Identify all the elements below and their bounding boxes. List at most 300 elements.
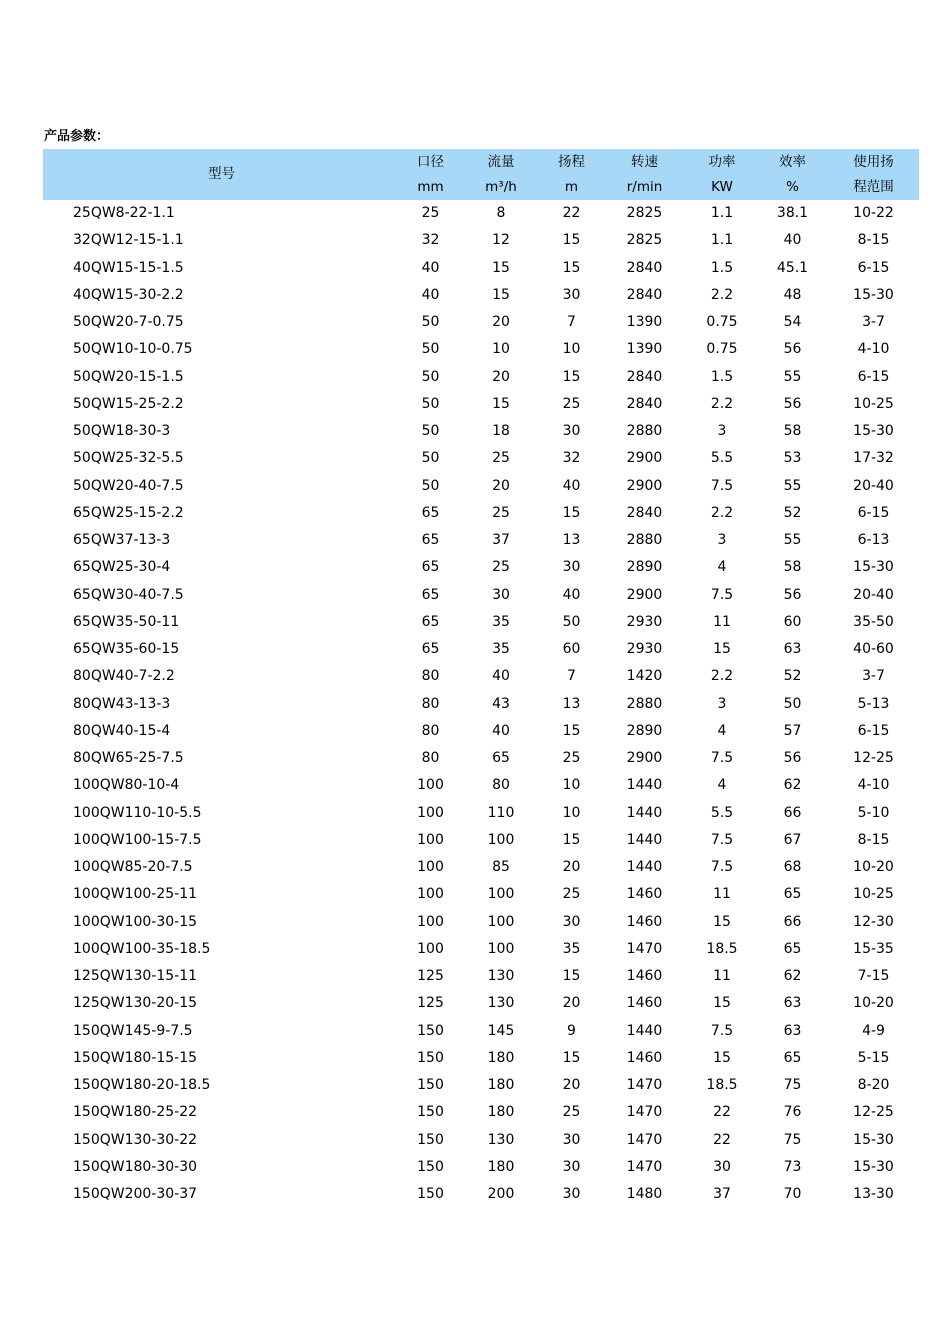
cell-efficiency: 38.1 bbox=[776, 205, 809, 222]
cell-head: 30 bbox=[562, 423, 581, 440]
cell-power: 1.5 bbox=[710, 259, 734, 276]
cell-diameter: 100 bbox=[417, 913, 444, 930]
cell-flow: 145 bbox=[487, 1022, 515, 1039]
cell-flow: 20 bbox=[492, 477, 510, 494]
table-header-row bbox=[43, 149, 919, 200]
cell-model: 50QW15-25-2.2 bbox=[73, 395, 184, 412]
cell-head-range: 40-60 bbox=[853, 641, 894, 658]
cell-head: 9 bbox=[567, 1022, 576, 1039]
header-model: 型号 bbox=[43, 149, 400, 200]
cell-power: 7.5 bbox=[710, 831, 734, 848]
cell-head-range: 6-15 bbox=[857, 259, 890, 276]
table-row bbox=[43, 309, 919, 336]
cell-head: 30 bbox=[562, 1131, 581, 1148]
cell-model: 65QW37-13-3 bbox=[73, 532, 171, 549]
table-row bbox=[43, 1072, 919, 1099]
cell-model: 25QW8-22-1.1 bbox=[73, 205, 175, 222]
cell-flow: 85 bbox=[492, 859, 510, 876]
product-parameters-table bbox=[43, 149, 919, 1208]
cell-head: 30 bbox=[562, 913, 581, 930]
cell-diameter: 150 bbox=[417, 1158, 444, 1175]
cell-efficiency: 70 bbox=[783, 1186, 802, 1203]
cell-head-range: 20-40 bbox=[853, 586, 894, 603]
cell-speed: 1460 bbox=[626, 1049, 663, 1066]
cell-head-range: 5-13 bbox=[857, 695, 890, 712]
cell-head-range: 10-25 bbox=[853, 886, 894, 903]
cell-diameter: 150 bbox=[417, 1131, 444, 1148]
cell-diameter: 50 bbox=[421, 423, 440, 440]
table-row bbox=[43, 609, 919, 636]
cell-flow: 40 bbox=[492, 722, 510, 739]
cell-speed: 2900 bbox=[626, 750, 663, 767]
cell-power: 5.5 bbox=[710, 804, 734, 821]
cell-model: 100QW80-10-4 bbox=[73, 777, 180, 794]
cell-diameter: 50 bbox=[421, 450, 440, 467]
cell-flow: 100 bbox=[487, 940, 515, 957]
table-row bbox=[43, 772, 919, 799]
table-row bbox=[43, 255, 919, 282]
cell-power: 7.5 bbox=[710, 1022, 734, 1039]
cell-flow: 25 bbox=[492, 504, 510, 521]
cell-diameter: 65 bbox=[421, 586, 440, 603]
cell-efficiency: 56 bbox=[783, 750, 802, 767]
cell-diameter: 40 bbox=[421, 259, 440, 276]
cell-flow: 25 bbox=[492, 559, 510, 576]
table-row bbox=[43, 500, 919, 527]
cell-speed: 2840 bbox=[626, 368, 663, 385]
table-row bbox=[43, 909, 919, 936]
cell-speed: 2840 bbox=[626, 395, 663, 412]
cell-flow: 65 bbox=[492, 750, 510, 767]
cell-head: 22 bbox=[562, 205, 581, 222]
cell-diameter: 150 bbox=[417, 1077, 444, 1094]
cell-diameter: 100 bbox=[417, 940, 444, 957]
cell-efficiency: 50 bbox=[783, 695, 802, 712]
header-head-range: 使用扬 程范围 bbox=[828, 149, 919, 200]
cell-model: 50QW20-40-7.5 bbox=[73, 477, 184, 494]
cell-model: 80QW43-13-3 bbox=[73, 695, 171, 712]
cell-head-range: 10-25 bbox=[853, 395, 894, 412]
cell-model: 65QW35-50-11 bbox=[73, 613, 180, 630]
table-row bbox=[43, 963, 919, 990]
cell-flow: 180 bbox=[487, 1104, 515, 1121]
cell-power: 7.5 bbox=[710, 859, 734, 876]
table-row bbox=[43, 1127, 919, 1154]
cell-model: 80QW40-15-4 bbox=[73, 722, 171, 739]
cell-model: 65QW25-30-4 bbox=[73, 559, 171, 576]
cell-head: 32 bbox=[562, 450, 581, 467]
cell-head-range: 15-30 bbox=[853, 286, 894, 303]
cell-speed: 2930 bbox=[626, 641, 663, 658]
cell-head: 25 bbox=[562, 750, 581, 767]
header-speed: 转速 r/min bbox=[602, 149, 687, 200]
cell-head-range: 7-15 bbox=[857, 968, 890, 985]
cell-head: 15 bbox=[562, 368, 581, 385]
cell-power: 22 bbox=[713, 1104, 731, 1121]
cell-head: 20 bbox=[562, 859, 581, 876]
cell-head: 7 bbox=[567, 668, 576, 685]
cell-power: 0.75 bbox=[706, 341, 738, 358]
cell-speed: 2890 bbox=[626, 722, 663, 739]
cell-model: 40QW15-30-2.2 bbox=[73, 286, 184, 303]
cell-flow: 37 bbox=[492, 532, 510, 549]
cell-speed: 2900 bbox=[626, 586, 663, 603]
table-row bbox=[43, 936, 919, 963]
cell-flow: 40 bbox=[492, 668, 510, 685]
cell-efficiency: 63 bbox=[783, 1022, 802, 1039]
cell-head: 40 bbox=[562, 586, 581, 603]
cell-model: 150QW145-9-7.5 bbox=[73, 1022, 193, 1039]
cell-diameter: 25 bbox=[421, 205, 440, 222]
cell-model: 100QW85-20-7.5 bbox=[73, 859, 193, 876]
cell-flow: 15 bbox=[492, 395, 510, 412]
cell-model: 65QW30-40-7.5 bbox=[73, 586, 184, 603]
cell-efficiency: 56 bbox=[783, 586, 802, 603]
cell-speed: 1470 bbox=[626, 1131, 663, 1148]
cell-diameter: 150 bbox=[417, 1049, 444, 1066]
cell-efficiency: 66 bbox=[783, 913, 802, 930]
cell-power: 7.5 bbox=[710, 477, 734, 494]
cell-head: 25 bbox=[562, 1104, 581, 1121]
cell-diameter: 150 bbox=[417, 1022, 444, 1039]
cell-flow: 130 bbox=[487, 995, 515, 1012]
cell-head-range: 4-10 bbox=[857, 341, 890, 358]
cell-head-range: 8-15 bbox=[857, 831, 890, 848]
cell-diameter: 125 bbox=[417, 968, 444, 985]
cell-diameter: 40 bbox=[421, 286, 440, 303]
cell-head-range: 12-25 bbox=[853, 1104, 894, 1121]
table-body bbox=[43, 200, 919, 1208]
cell-efficiency: 55 bbox=[783, 532, 802, 549]
table-row bbox=[43, 636, 919, 663]
cell-diameter: 100 bbox=[417, 859, 444, 876]
cell-efficiency: 58 bbox=[783, 559, 802, 576]
cell-diameter: 65 bbox=[421, 504, 440, 521]
table-row bbox=[43, 527, 919, 554]
table-row bbox=[43, 445, 919, 472]
cell-model: 65QW25-15-2.2 bbox=[73, 504, 184, 521]
cell-model: 50QW25-32-5.5 bbox=[73, 450, 184, 467]
cell-efficiency: 60 bbox=[783, 613, 802, 630]
cell-power: 15 bbox=[713, 1049, 731, 1066]
cell-efficiency: 68 bbox=[783, 859, 802, 876]
cell-speed: 2880 bbox=[626, 423, 663, 440]
cell-model: 65QW35-60-15 bbox=[73, 641, 180, 658]
cell-power: 4 bbox=[717, 777, 727, 794]
cell-flow: 15 bbox=[492, 259, 510, 276]
cell-power: 15 bbox=[713, 641, 731, 658]
cell-power: 30 bbox=[713, 1158, 731, 1175]
header-diameter: 口径 mm bbox=[400, 149, 461, 200]
cell-efficiency: 65 bbox=[783, 886, 802, 903]
cell-head: 15 bbox=[562, 232, 581, 249]
cell-efficiency: 65 bbox=[783, 1049, 802, 1066]
cell-head-range: 13-30 bbox=[853, 1186, 894, 1203]
cell-efficiency: 66 bbox=[783, 804, 802, 821]
cell-model: 32QW12-15-1.1 bbox=[73, 232, 184, 249]
cell-head-range: 6-15 bbox=[857, 504, 890, 521]
cell-diameter: 65 bbox=[421, 532, 440, 549]
cell-model: 125QW130-15-11 bbox=[73, 968, 198, 985]
cell-power: 15 bbox=[713, 995, 731, 1012]
table-row bbox=[43, 1181, 919, 1208]
cell-head: 15 bbox=[562, 259, 581, 276]
cell-diameter: 80 bbox=[421, 695, 440, 712]
cell-diameter: 65 bbox=[421, 559, 440, 576]
cell-model: 100QW100-25-11 bbox=[73, 886, 198, 903]
cell-power: 18.5 bbox=[706, 1077, 738, 1094]
cell-efficiency: 55 bbox=[783, 368, 802, 385]
cell-head-range: 15-30 bbox=[853, 1158, 894, 1175]
cell-head-range: 17-32 bbox=[853, 450, 894, 467]
cell-speed: 1460 bbox=[626, 913, 663, 930]
cell-head: 10 bbox=[562, 341, 581, 358]
cell-speed: 2880 bbox=[626, 695, 663, 712]
cell-model: 150QW180-25-22 bbox=[73, 1104, 198, 1121]
cell-power: 2.2 bbox=[710, 286, 734, 303]
table-row bbox=[43, 418, 919, 445]
cell-power: 5.5 bbox=[710, 450, 734, 467]
cell-head: 25 bbox=[562, 886, 581, 903]
cell-head-range: 15-30 bbox=[853, 1131, 894, 1148]
cell-speed: 2900 bbox=[626, 450, 663, 467]
cell-head-range: 10-20 bbox=[853, 859, 894, 876]
cell-power: 1.1 bbox=[710, 232, 734, 249]
table-row bbox=[43, 745, 919, 772]
table-row bbox=[43, 1154, 919, 1181]
cell-power: 3 bbox=[717, 423, 727, 440]
cell-head: 50 bbox=[562, 613, 581, 630]
cell-head: 40 bbox=[562, 477, 581, 494]
cell-speed: 1470 bbox=[626, 1158, 663, 1175]
cell-efficiency: 57 bbox=[783, 722, 802, 739]
cell-diameter: 50 bbox=[421, 314, 440, 331]
cell-power: 7.5 bbox=[710, 750, 734, 767]
cell-speed: 1470 bbox=[626, 1104, 663, 1121]
cell-power: 11 bbox=[713, 886, 731, 903]
cell-model: 150QW130-30-22 bbox=[73, 1131, 198, 1148]
cell-flow: 100 bbox=[487, 886, 515, 903]
cell-head-range: 6-13 bbox=[857, 532, 890, 549]
table-row bbox=[43, 881, 919, 908]
cell-model: 80QW65-25-7.5 bbox=[73, 750, 184, 767]
cell-flow: 100 bbox=[487, 913, 515, 930]
table-row bbox=[43, 1045, 919, 1072]
cell-speed: 1440 bbox=[626, 831, 663, 848]
cell-head-range: 4-10 bbox=[857, 777, 890, 794]
cell-speed: 1390 bbox=[626, 314, 663, 331]
cell-flow: 25 bbox=[492, 450, 510, 467]
table-row bbox=[43, 554, 919, 581]
cell-efficiency: 52 bbox=[783, 668, 802, 685]
section-title: 产品参数： bbox=[44, 129, 110, 144]
cell-efficiency: 63 bbox=[783, 995, 802, 1012]
cell-model: 50QW20-15-1.5 bbox=[73, 368, 184, 385]
cell-speed: 1440 bbox=[626, 1022, 663, 1039]
cell-head-range: 35-50 bbox=[853, 613, 894, 630]
cell-efficiency: 53 bbox=[783, 450, 802, 467]
cell-speed: 1470 bbox=[626, 1077, 663, 1094]
table-row bbox=[43, 227, 919, 254]
table-row bbox=[43, 336, 919, 363]
cell-power: 2.2 bbox=[710, 668, 734, 685]
header-head: 扬程 m bbox=[541, 149, 602, 200]
cell-speed: 1470 bbox=[626, 940, 663, 957]
cell-speed: 2930 bbox=[626, 613, 663, 630]
table-row bbox=[43, 854, 919, 881]
cell-speed: 1480 bbox=[626, 1186, 663, 1203]
cell-model: 50QW18-30-3 bbox=[73, 423, 171, 440]
cell-diameter: 100 bbox=[417, 804, 444, 821]
cell-head: 35 bbox=[562, 940, 581, 957]
cell-model: 100QW100-35-18.5 bbox=[73, 940, 211, 957]
cell-head-range: 20-40 bbox=[853, 477, 894, 494]
cell-speed: 1390 bbox=[626, 341, 663, 358]
cell-diameter: 80 bbox=[421, 668, 440, 685]
cell-head: 10 bbox=[562, 777, 581, 794]
cell-model: 50QW20-7-0.75 bbox=[73, 314, 184, 331]
header-flow: 流量 m³/h bbox=[461, 149, 541, 200]
cell-efficiency: 54 bbox=[783, 314, 802, 331]
table-row bbox=[43, 1099, 919, 1126]
cell-efficiency: 67 bbox=[783, 831, 802, 848]
cell-head: 10 bbox=[562, 804, 581, 821]
cell-flow: 20 bbox=[492, 314, 510, 331]
cell-head: 25 bbox=[562, 395, 581, 412]
cell-head: 60 bbox=[562, 641, 581, 658]
cell-power: 22 bbox=[713, 1131, 731, 1148]
cell-efficiency: 75 bbox=[783, 1077, 802, 1094]
cell-speed: 2900 bbox=[626, 477, 663, 494]
cell-head: 30 bbox=[562, 1158, 581, 1175]
cell-diameter: 80 bbox=[421, 722, 440, 739]
cell-flow: 180 bbox=[487, 1077, 515, 1094]
cell-head: 30 bbox=[562, 559, 581, 576]
cell-speed: 2825 bbox=[626, 232, 663, 249]
cell-speed: 1460 bbox=[626, 886, 663, 903]
table-row bbox=[43, 691, 919, 718]
cell-efficiency: 62 bbox=[783, 777, 802, 794]
cell-head-range: 3-7 bbox=[862, 668, 885, 685]
cell-efficiency: 56 bbox=[783, 341, 802, 358]
table-row bbox=[43, 364, 919, 391]
cell-efficiency: 55 bbox=[783, 477, 802, 494]
cell-power: 4 bbox=[717, 559, 727, 576]
cell-head-range: 12-30 bbox=[853, 913, 894, 930]
cell-speed: 2880 bbox=[626, 532, 663, 549]
cell-flow: 15 bbox=[492, 286, 510, 303]
table-row bbox=[43, 827, 919, 854]
header-power: 功率 KW bbox=[687, 149, 757, 200]
cell-model: 150QW180-20-18.5 bbox=[73, 1077, 211, 1094]
cell-power: 11 bbox=[713, 968, 731, 985]
cell-head: 15 bbox=[562, 722, 581, 739]
cell-model: 100QW110-10-5.5 bbox=[73, 804, 202, 821]
cell-head-range: 6-15 bbox=[857, 722, 890, 739]
cell-head-range: 15-35 bbox=[853, 940, 894, 957]
cell-speed: 1420 bbox=[626, 668, 663, 685]
cell-head: 20 bbox=[562, 1077, 581, 1094]
cell-head-range: 5-10 bbox=[857, 804, 890, 821]
cell-power: 37 bbox=[713, 1186, 731, 1203]
cell-head-range: 8-20 bbox=[857, 1077, 890, 1094]
cell-speed: 1440 bbox=[626, 804, 663, 821]
cell-efficiency: 56 bbox=[783, 395, 802, 412]
cell-power: 15 bbox=[713, 913, 731, 930]
cell-flow: 20 bbox=[492, 368, 510, 385]
cell-diameter: 50 bbox=[421, 477, 440, 494]
cell-speed: 2825 bbox=[626, 205, 663, 222]
cell-flow: 8 bbox=[496, 205, 506, 222]
cell-power: 3 bbox=[717, 532, 727, 549]
cell-efficiency: 76 bbox=[783, 1104, 802, 1121]
table-row bbox=[43, 1018, 919, 1045]
cell-efficiency: 73 bbox=[783, 1158, 802, 1175]
cell-model: 125QW130-20-15 bbox=[73, 995, 198, 1012]
cell-diameter: 50 bbox=[421, 341, 440, 358]
cell-efficiency: 65 bbox=[783, 940, 802, 957]
header-efficiency: 效率 % bbox=[757, 149, 828, 200]
cell-speed: 2840 bbox=[626, 259, 663, 276]
cell-head-range: 10-20 bbox=[853, 995, 894, 1012]
cell-diameter: 65 bbox=[421, 613, 440, 630]
cell-flow: 18 bbox=[492, 423, 510, 440]
cell-head: 7 bbox=[567, 314, 576, 331]
cell-power: 3 bbox=[717, 695, 727, 712]
cell-model: 100QW100-30-15 bbox=[73, 913, 198, 930]
cell-power: 2.2 bbox=[710, 504, 734, 521]
cell-flow: 10 bbox=[492, 341, 510, 358]
cell-flow: 35 bbox=[492, 613, 510, 630]
cell-flow: 80 bbox=[492, 777, 510, 794]
cell-flow: 180 bbox=[487, 1049, 515, 1066]
cell-efficiency: 58 bbox=[783, 423, 802, 440]
cell-flow: 35 bbox=[492, 641, 510, 658]
cell-efficiency: 63 bbox=[783, 641, 802, 658]
cell-flow: 43 bbox=[492, 695, 510, 712]
cell-power: 0.75 bbox=[706, 314, 738, 331]
cell-efficiency: 45.1 bbox=[776, 259, 809, 276]
table-row bbox=[43, 663, 919, 690]
cell-head-range: 15-30 bbox=[853, 423, 894, 440]
table-row bbox=[43, 990, 919, 1017]
cell-speed: 2890 bbox=[626, 559, 663, 576]
cell-efficiency: 40 bbox=[783, 232, 802, 249]
cell-efficiency: 48 bbox=[783, 286, 802, 303]
cell-head-range: 8-15 bbox=[857, 232, 890, 249]
cell-diameter: 125 bbox=[417, 995, 444, 1012]
cell-power: 18.5 bbox=[706, 940, 738, 957]
cell-diameter: 100 bbox=[417, 831, 444, 848]
cell-flow: 130 bbox=[487, 968, 515, 985]
cell-speed: 1460 bbox=[626, 995, 663, 1012]
cell-flow: 200 bbox=[487, 1186, 515, 1203]
cell-head: 13 bbox=[562, 695, 581, 712]
table-row bbox=[43, 282, 919, 309]
cell-head: 15 bbox=[562, 968, 581, 985]
cell-head: 20 bbox=[562, 995, 581, 1012]
cell-speed: 1440 bbox=[626, 777, 663, 794]
cell-flow: 30 bbox=[492, 586, 510, 603]
table-row bbox=[43, 200, 919, 227]
table-row bbox=[43, 718, 919, 745]
cell-efficiency: 62 bbox=[783, 968, 802, 985]
cell-diameter: 50 bbox=[421, 395, 440, 412]
cell-power: 1.5 bbox=[710, 368, 734, 385]
cell-diameter: 32 bbox=[421, 232, 440, 249]
cell-head-range: 10-22 bbox=[853, 205, 894, 222]
cell-diameter: 80 bbox=[421, 750, 440, 767]
